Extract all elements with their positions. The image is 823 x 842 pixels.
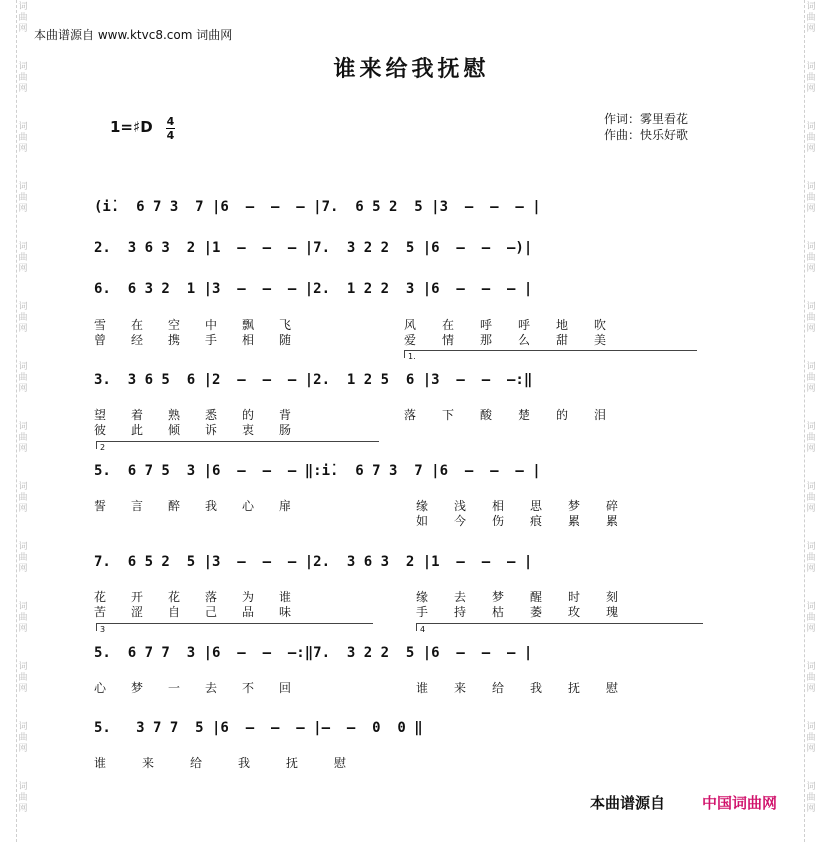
lyric-char: 慰 (334, 756, 347, 770)
lyric-char: 那 (480, 333, 493, 347)
lyric-char: 花 (168, 590, 181, 604)
lyric-char: 瑰 (606, 605, 619, 619)
lyric-char: 曾 (94, 333, 107, 347)
composer-credit: 作曲：快乐好歌 (604, 128, 689, 142)
lyric-char: 不 (242, 681, 255, 695)
watermark-text: 词 曲 网 (806, 722, 816, 754)
watermark-text: 词 曲 网 (18, 242, 28, 274)
lyric-char: 抚 (568, 681, 581, 695)
volta-label-4: 4 (420, 625, 426, 634)
lyric-char: 衷 (242, 423, 255, 437)
lyric-char: 风 (404, 318, 417, 332)
lyric-char: 醒 (530, 590, 543, 604)
lyric-char: 醉 (168, 499, 181, 513)
notation-row-6: 7. 6 5 2 5 |3 – – – |2. 3 6 3 2 |1 – – – | (94, 554, 533, 570)
watermark-text: 词 曲 网 (806, 62, 816, 94)
notation-row-2: 2. 3 6 3 2 |1 – – – |7. 3 2 2 5 |6 – – –)| (94, 240, 533, 256)
lyric-char: 手 (416, 605, 429, 619)
lyric-char: 痕 (530, 514, 543, 528)
volta-label-2: 2 (100, 443, 106, 452)
watermark-text: 词 曲 网 (806, 122, 816, 154)
notation-row-5: 5. 6 7 5 3 |6 – – – ‖:i̇. 6 7 3 7 |6 – – – | (94, 463, 541, 479)
volta-bracket-3 (96, 623, 373, 631)
lyric-char: 爱 (404, 333, 417, 347)
footer-brand: 中国词曲网 (702, 794, 778, 812)
lyric-char: 今 (454, 514, 467, 528)
lyric-char: 时 (568, 590, 581, 604)
lyric-line (416, 512, 644, 529)
lyric-char: 抚 (286, 756, 299, 770)
lyric-char: 缘 (416, 499, 429, 513)
lyric-char: 地 (556, 318, 569, 332)
lyric-char: 思 (530, 499, 543, 513)
lyric-char: 回 (279, 681, 292, 695)
lyric-char: 心 (242, 499, 255, 513)
lyric-char: 背 (279, 408, 292, 422)
watermark-text: 词 曲 网 (806, 242, 816, 274)
lyric-char: 随 (279, 333, 292, 347)
lyric-char: 落 (404, 408, 417, 422)
lyric-char: 雪 (94, 318, 107, 332)
watermark-text: 词 曲 网 (18, 182, 28, 214)
watermark-text: 词 曲 网 (18, 362, 28, 394)
lyric-char: 刻 (606, 590, 619, 604)
watermark-text: 词 曲 网 (18, 422, 28, 454)
lyric-char: 飘 (242, 318, 255, 332)
lyric-char: 甜 (556, 333, 569, 347)
notation-row-3: 6. 6 3 2 1 |3 – – – |2. 1 2 2 3 |6 – – – | (94, 281, 533, 297)
lyric-char: 我 (530, 681, 543, 695)
lyric-char: 给 (492, 681, 505, 695)
lyricist-credit: 作词：雾里看花 (604, 112, 689, 126)
lyric-char: 吹 (594, 318, 607, 332)
watermark-text: 词 曲 网 (18, 602, 28, 634)
lyric-char: 悉 (205, 408, 218, 422)
watermark-text: 词 曲 网 (806, 302, 816, 334)
time-signature-bottom: 4 (166, 129, 175, 142)
notation-row-1: (i̇. 6 7 3 7 |6 – – – |7. 6 5 2 5 |3 – – – | (94, 199, 541, 215)
lyric-line (94, 331, 316, 348)
volta-label-3: 3 (100, 625, 106, 634)
lyric-char: 相 (242, 333, 255, 347)
lyric-char: 楚 (518, 408, 531, 422)
watermark-text: 词 曲 网 (18, 542, 28, 574)
source-header: 本曲谱源自 www.ktvc8.com 词曲网 (34, 28, 233, 42)
lyric-char: 给 (190, 756, 203, 770)
lyric-char: 下 (442, 408, 455, 422)
lyric-line (94, 603, 316, 620)
lyric-char: 此 (131, 423, 144, 437)
lyric-char: 呼 (518, 318, 531, 332)
watermark-text: 词 曲 网 (18, 302, 28, 334)
volta-bracket-4 (416, 623, 703, 631)
lyric-char: 诉 (205, 423, 218, 437)
lyric-char: 累 (606, 514, 619, 528)
key-signature: 1=♯D (110, 118, 153, 136)
watermark-text: 词 曲 网 (806, 422, 816, 454)
lyric-char: 梦 (568, 499, 581, 513)
lyric-char: 酸 (480, 408, 493, 422)
lyric-line (404, 406, 632, 423)
lyric-char: 呼 (480, 318, 493, 332)
lyric-line (94, 754, 382, 771)
lyric-char: 去 (205, 681, 218, 695)
lyric-line (94, 421, 316, 438)
watermark-text: 词 曲 网 (806, 662, 816, 694)
lyric-line (416, 603, 644, 620)
watermark-text: 词 曲 网 (18, 662, 28, 694)
lyric-char: 倾 (168, 423, 181, 437)
lyric-char: 携 (168, 333, 181, 347)
lyric-char: 谁 (279, 590, 292, 604)
notation-row-8: 5. 3 7 7 5 |6 – – – |– – 0 0 ‖ (94, 720, 423, 736)
notation-row-7: 5. 6 7 7 3 |6 – – –:‖7. 3 2 2 5 |6 – – – | (94, 645, 533, 661)
lyric-char: 味 (279, 605, 292, 619)
watermark-text: 词 曲 网 (806, 482, 816, 514)
lyric-char: 碎 (606, 499, 619, 513)
lyric-char: 我 (238, 756, 251, 770)
lyric-char: 谁 (94, 756, 107, 770)
lyric-char: 落 (205, 590, 218, 604)
volta-bracket-1 (404, 350, 697, 358)
lyric-char: 心 (94, 681, 107, 695)
lyric-char: 去 (454, 590, 467, 604)
time-signature-top: 4 (166, 115, 175, 128)
lyric-char: 美 (594, 333, 607, 347)
lyric-line (404, 331, 632, 348)
lyric-char: 扉 (279, 499, 292, 513)
lyric-line (94, 679, 316, 696)
lyric-char: 在 (131, 318, 144, 332)
volta-label-1: 1. (408, 352, 416, 361)
lyric-line (416, 679, 644, 696)
watermark-text: 词 曲 网 (18, 62, 28, 94)
lyric-char: 彼 (94, 423, 107, 437)
watermark-text: 词 曲 网 (806, 362, 816, 394)
lyric-char: 玫 (568, 605, 581, 619)
watermark-text: 词 曲 网 (806, 2, 816, 34)
lyric-char: 肠 (279, 423, 292, 437)
lyric-char: 苦 (94, 605, 107, 619)
lyric-char: 来 (454, 681, 467, 695)
lyric-char: 相 (492, 499, 505, 513)
lyric-char: 为 (242, 590, 255, 604)
volta-bracket-2 (96, 441, 379, 449)
watermark-text: 词 曲 网 (806, 182, 816, 214)
lyric-line (94, 497, 316, 514)
lyric-char: 持 (454, 605, 467, 619)
lyric-char: 誓 (94, 499, 107, 513)
song-title: 谁来给我抚慰 (333, 57, 490, 82)
lyric-char: 涩 (131, 605, 144, 619)
lyric-char: 累 (568, 514, 581, 528)
time-signature (166, 116, 175, 141)
lyric-char: 开 (131, 590, 144, 604)
lyric-char: 伤 (492, 514, 505, 528)
watermark-text: 词 曲 网 (18, 122, 28, 154)
lyric-char: 空 (168, 318, 181, 332)
lyric-char: 自 (168, 605, 181, 619)
lyric-char: 着 (131, 408, 144, 422)
lyric-char: 泪 (594, 408, 607, 422)
watermark-text: 词 曲 网 (18, 2, 28, 34)
lyric-char: 己 (205, 605, 218, 619)
lyric-char: 枯 (492, 605, 505, 619)
lyric-char: 浅 (454, 499, 467, 513)
lyric-char: 飞 (279, 318, 292, 332)
lyric-char: 中 (205, 318, 218, 332)
lyric-char: 在 (442, 318, 455, 332)
lyric-char: 的 (556, 408, 569, 422)
lyric-char: 我 (205, 499, 218, 513)
lyric-char: 缘 (416, 590, 429, 604)
lyric-char: 情 (442, 333, 455, 347)
watermark-text: 词 曲 网 (806, 782, 816, 814)
lyric-char: 言 (131, 499, 144, 513)
lyric-char: 么 (518, 333, 531, 347)
lyric-char: 经 (131, 333, 144, 347)
notation-row-4: 3. 3 6 5 6 |2 – – – |2. 1 2 5 6 |3 – – –:‖ (94, 372, 533, 388)
lyric-char: 梦 (131, 681, 144, 695)
watermark-text: 词 曲 网 (18, 782, 28, 814)
lyric-char: 的 (242, 408, 255, 422)
lyric-char: 慰 (606, 681, 619, 695)
watermark-text: 词 曲 网 (806, 602, 816, 634)
watermark-text: 词 曲 网 (18, 482, 28, 514)
lyric-char: 如 (416, 514, 429, 528)
lyric-char: 来 (142, 756, 155, 770)
lyric-char: 手 (205, 333, 218, 347)
lyric-char: 望 (94, 408, 107, 422)
lyric-char: 品 (242, 605, 255, 619)
lyric-char: 一 (168, 681, 181, 695)
lyric-char: 熟 (168, 408, 181, 422)
lyric-char: 谁 (416, 681, 429, 695)
lyric-char: 梦 (492, 590, 505, 604)
watermark-text: 词 曲 网 (806, 542, 816, 574)
watermark-text: 词 曲 网 (18, 722, 28, 754)
lyric-char: 萎 (530, 605, 543, 619)
lyric-char: 花 (94, 590, 107, 604)
footer-source: 本曲谱源自 (590, 794, 666, 812)
